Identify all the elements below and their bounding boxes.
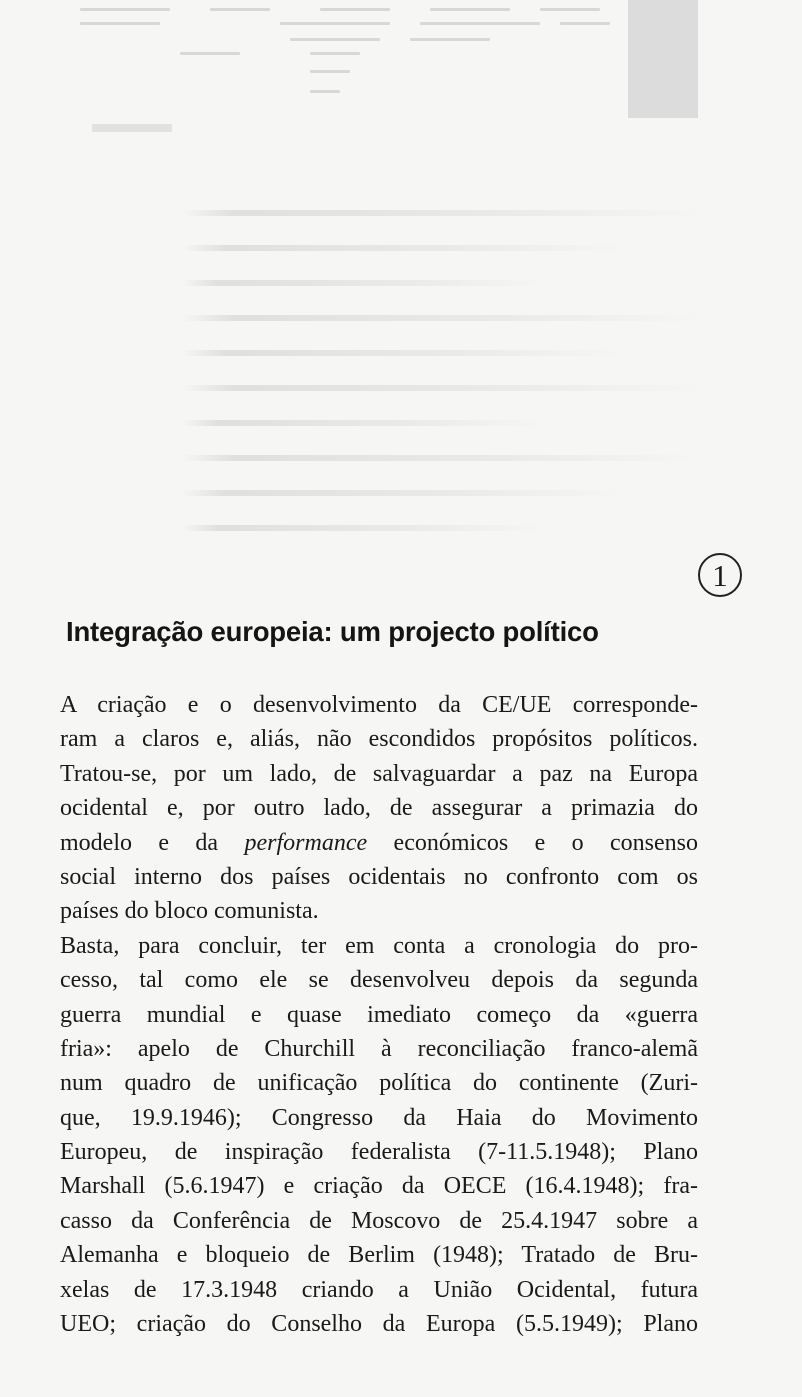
text-line: ocidental e, por outro lado, de assegurar a primazia do — [60, 795, 698, 822]
text-line: Basta, para concluir, ter em conta a cronologia do pro- — [60, 932, 698, 959]
chapter-number-badge: 1 — [698, 553, 742, 597]
text-segment: económicos e o consenso — [367, 829, 698, 856]
text-line: países do bloco comunista. — [60, 898, 319, 925]
emphasis-text: performance — [244, 829, 368, 856]
show-through-box — [628, 0, 698, 118]
text-line: UEO; criação do Conselho da Europa (5.5.1949); Plano — [60, 1311, 698, 1338]
body-text — [60, 688, 698, 1341]
text-line: Tratou-se, por um lado, de salvaguardar a paz na Europa — [60, 760, 698, 787]
text-line: fria»: apelo de Churchill à reconciliação franco-alemã — [60, 1035, 698, 1062]
text-line: guerra mundial e quase imediato começo da «guerra — [60, 1001, 698, 1028]
text-line: Europeu, de inspiração federalista (7-11.5.1948); Plano — [60, 1139, 698, 1166]
show-through-lines — [182, 210, 702, 560]
text-line: que, 19.9.1946); Congresso da Haia do Movimento — [60, 1104, 698, 1131]
text-line: social interno dos países ocidentais no confronto com os — [60, 863, 698, 890]
show-through-table — [60, 0, 620, 100]
text-line: A criação e o desenvolvimento da CE/UE corresponde- — [60, 692, 698, 718]
text-line: casso da Conferência de Moscovo de 25.4.1947 sobre a — [60, 1207, 698, 1234]
text-line: num quadro de unificação política do continente (Zuri- — [60, 1070, 698, 1097]
text-line: Marshall (5.6.1947) e criação da OECE (16.4.1948); fra- — [60, 1173, 698, 1200]
text-line: Alemanha e bloqueio de Berlim (1948); Tratado de Bru- — [60, 1242, 698, 1269]
show-through-caption — [92, 124, 172, 132]
text-line: xelas de 17.3.1948 criando a União Ocidental, futura — [60, 1276, 698, 1303]
text-line: cesso, tal como ele se desenvolveu depois da segunda — [60, 967, 698, 994]
text-line: ram a claros e, aliás, não escondidos propósitos políticos. — [60, 726, 698, 753]
text-segment: modelo e da — [60, 829, 245, 856]
section-title: Integração europeia: um projecto político — [66, 616, 599, 647]
text-line — [60, 826, 698, 860]
